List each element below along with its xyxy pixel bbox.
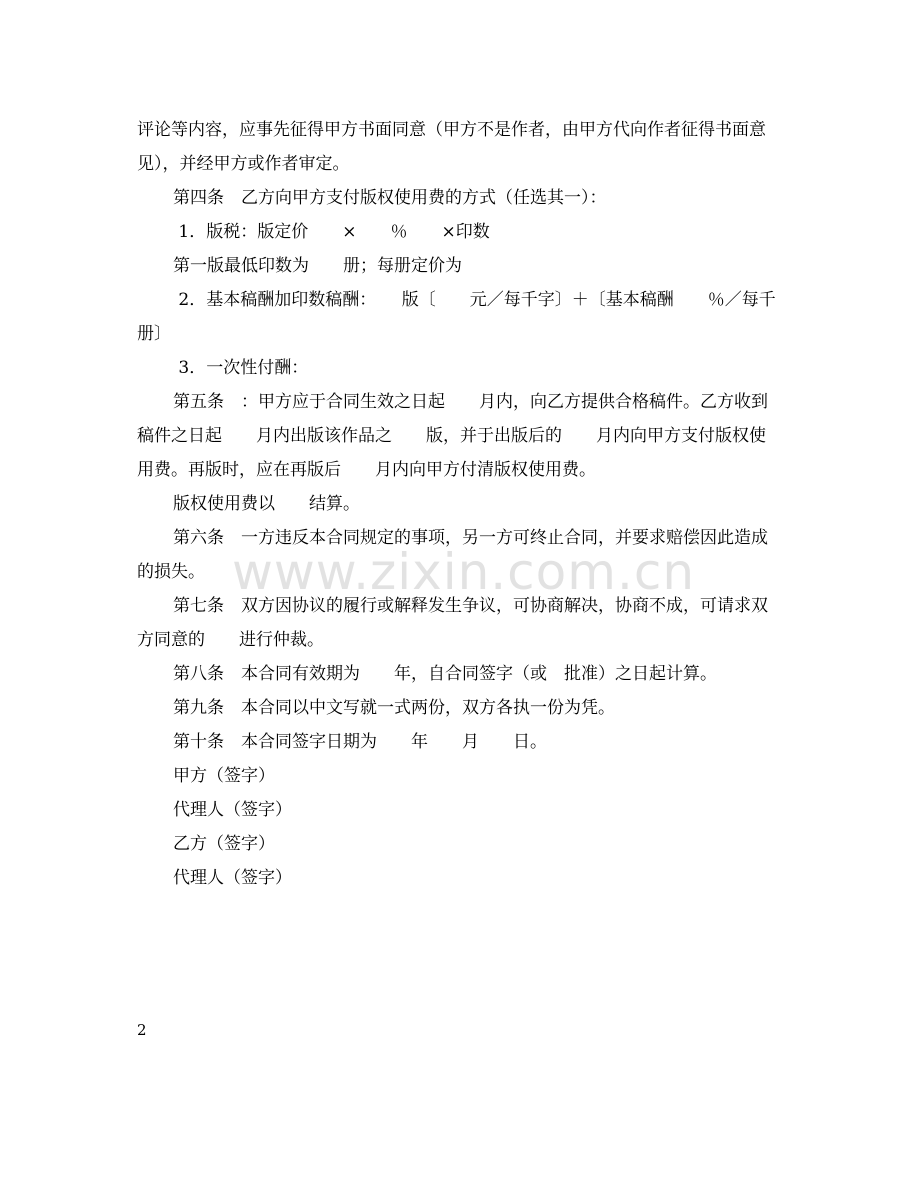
paragraph-article-5: 第五条 ：甲方应于合同生效之日起 月内，向乙方提供合格稿件。乙方收到稿件之日起 月内出版该作品之 版，并于出版后的 月内向甲方支付版权使用费。再版时，应在再版后 月内向甲方付清版权使用费。 <box>137 392 768 480</box>
document-body <box>137 113 777 895</box>
signature-party-a: 甲方（签字） <box>173 766 275 786</box>
paragraph-settlement: 版权使用费以 结算。 <box>173 494 360 514</box>
paragraph-royalty-option: 1．版税：版定价 × ％ ×印数 <box>173 222 490 242</box>
signature-agent-b: 代理人（签字） <box>173 868 292 888</box>
paragraph-article-7: 第七条 双方因协议的履行或解释发生争议，可协商解决，协商不成，可请求双方同意的 进行仲裁。 <box>137 596 768 650</box>
paragraph-lump-sum-option: 3．一次性付酬： <box>173 358 309 378</box>
paragraph-article-4: 第四条 乙方向甲方支付版权使用费的方式（任选其一）： <box>173 188 607 208</box>
paragraph-first-print-run: 第一版最低印数为 册；每册定价为 <box>173 256 462 276</box>
watermark: www.zixin.com.cn <box>232 543 696 601</box>
paragraph-article-6: 第六条 一方违反本合同规定的事项，另一方可终止合同，并要求赔偿因此造成的损失。 <box>137 528 768 582</box>
page-number: 2 <box>137 1021 147 1039</box>
paragraph-review-consent: 评论等内容，应事先征得甲方书面同意（甲方不是作者，由甲方代向作者征得书面意见），并经甲方或作者审定。 <box>137 120 766 174</box>
signature-agent-a: 代理人（签字） <box>173 800 292 820</box>
paragraph-article-10: 第十条 本合同签字日期为 年 月 日。 <box>173 732 547 752</box>
paragraph-article-8: 第八条 本合同有效期为 年，自合同签字（或 批准）之日起计算。 <box>173 664 717 684</box>
signature-party-b: 乙方（签字） <box>173 834 275 854</box>
paragraph-basic-fee-option: 2．基本稿酬加印数稿酬： 版〔 元／每千字〕＋〔基本稿酬 ％／每千册〕 <box>137 290 776 344</box>
paragraph-article-9: 第九条 本合同以中文写就一式两份，双方各执一份为凭。 <box>173 698 615 718</box>
